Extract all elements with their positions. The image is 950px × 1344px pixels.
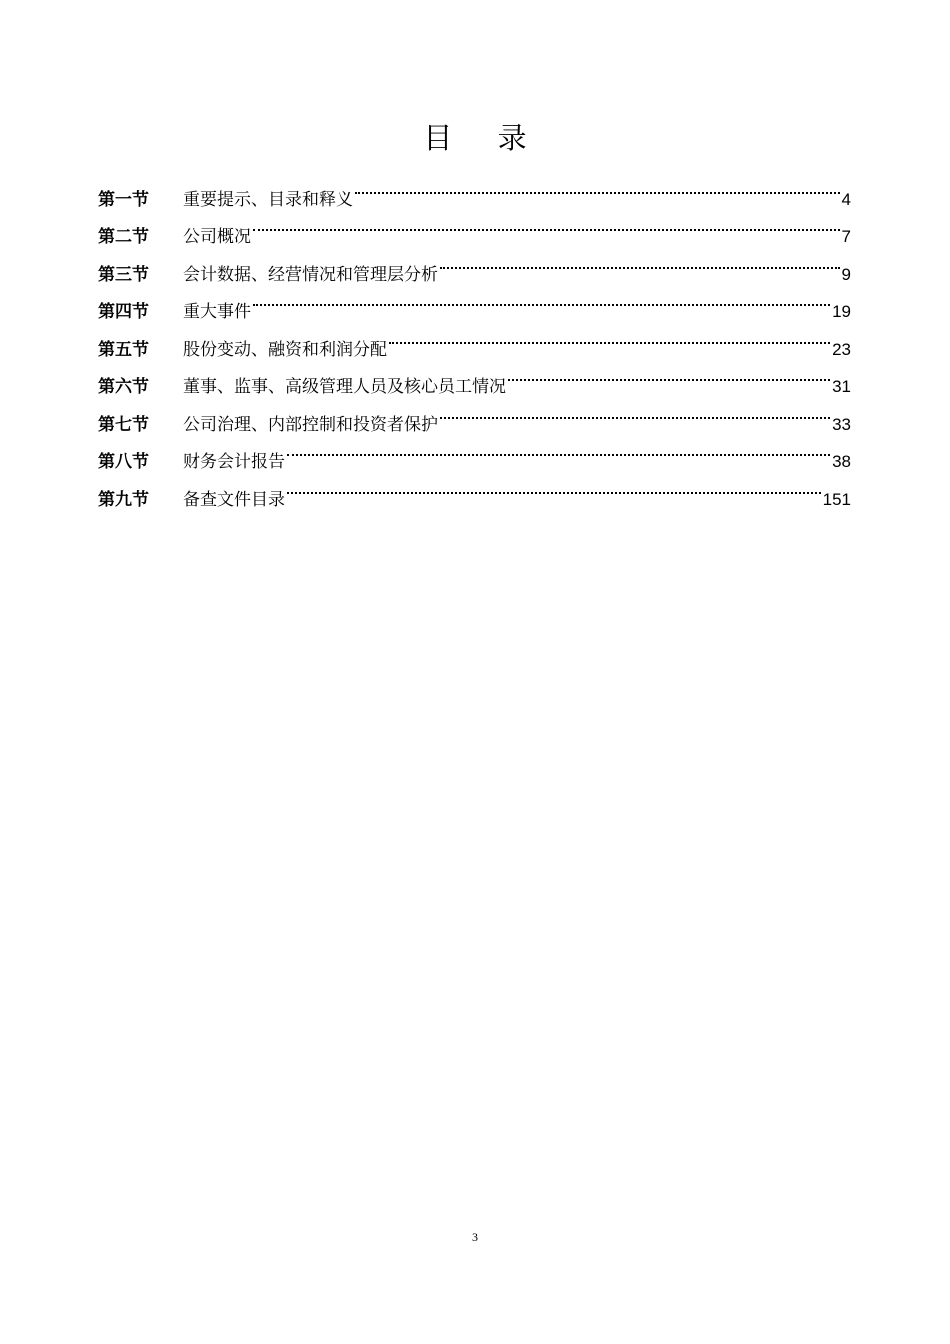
toc-entry-title: 公司概况 xyxy=(183,227,251,247)
toc-entry-title: 财务会计报告 xyxy=(183,452,285,472)
toc-list xyxy=(98,167,851,510)
toc-page-number: 31 xyxy=(832,377,851,396)
toc-section-label: 第九节 xyxy=(98,489,149,510)
toc-page-number: 33 xyxy=(832,414,851,434)
toc-section-label: 第六节 xyxy=(98,377,149,397)
toc-entry-title: 重要提示、目录和释义 xyxy=(183,189,353,210)
dot-leader xyxy=(287,467,821,505)
toc-page-number: 19 xyxy=(832,302,851,321)
dot-leader xyxy=(508,355,830,393)
toc-page-number: 38 xyxy=(832,452,851,471)
toc-page-number: 23 xyxy=(832,339,851,359)
toc-page-number: 7 xyxy=(841,227,851,246)
dot-leader xyxy=(287,430,830,468)
toc-section-label: 第七节 xyxy=(98,414,149,435)
toc-section-label: 第一节 xyxy=(98,189,149,210)
dot-leader xyxy=(440,392,830,430)
toc-page-number: 151 xyxy=(822,489,851,509)
dot-leader xyxy=(253,205,840,243)
dot-leader xyxy=(440,242,840,280)
toc-entry-title: 会计数据、经营情况和管理层分析 xyxy=(183,264,438,285)
toc-section-label: 第三节 xyxy=(98,264,149,285)
toc-section-label: 第五节 xyxy=(98,339,149,360)
toc-entry-title: 董事、监事、高级管理人员及核心员工情况 xyxy=(183,377,506,397)
toc-page-number: 4 xyxy=(841,189,851,209)
dot-leader xyxy=(389,317,830,355)
page-number: 3 xyxy=(472,1230,478,1244)
dot-leader xyxy=(253,280,830,318)
toc-section-label: 第四节 xyxy=(98,302,149,322)
toc-section-label: 第八节 xyxy=(98,452,149,472)
toc-entry[interactable] xyxy=(98,167,851,210)
toc-title: 目 录 xyxy=(423,121,545,155)
toc-entry-title: 重大事件 xyxy=(183,302,251,322)
toc-page-number: 9 xyxy=(841,264,851,284)
toc-entry-title: 公司治理、内部控制和投资者保护 xyxy=(183,414,438,435)
toc-entry-title: 备查文件目录 xyxy=(183,489,285,510)
toc-section-label: 第二节 xyxy=(98,227,149,247)
dot-leader xyxy=(355,167,840,205)
toc-entry-title: 股份变动、融资和利润分配 xyxy=(183,339,387,360)
